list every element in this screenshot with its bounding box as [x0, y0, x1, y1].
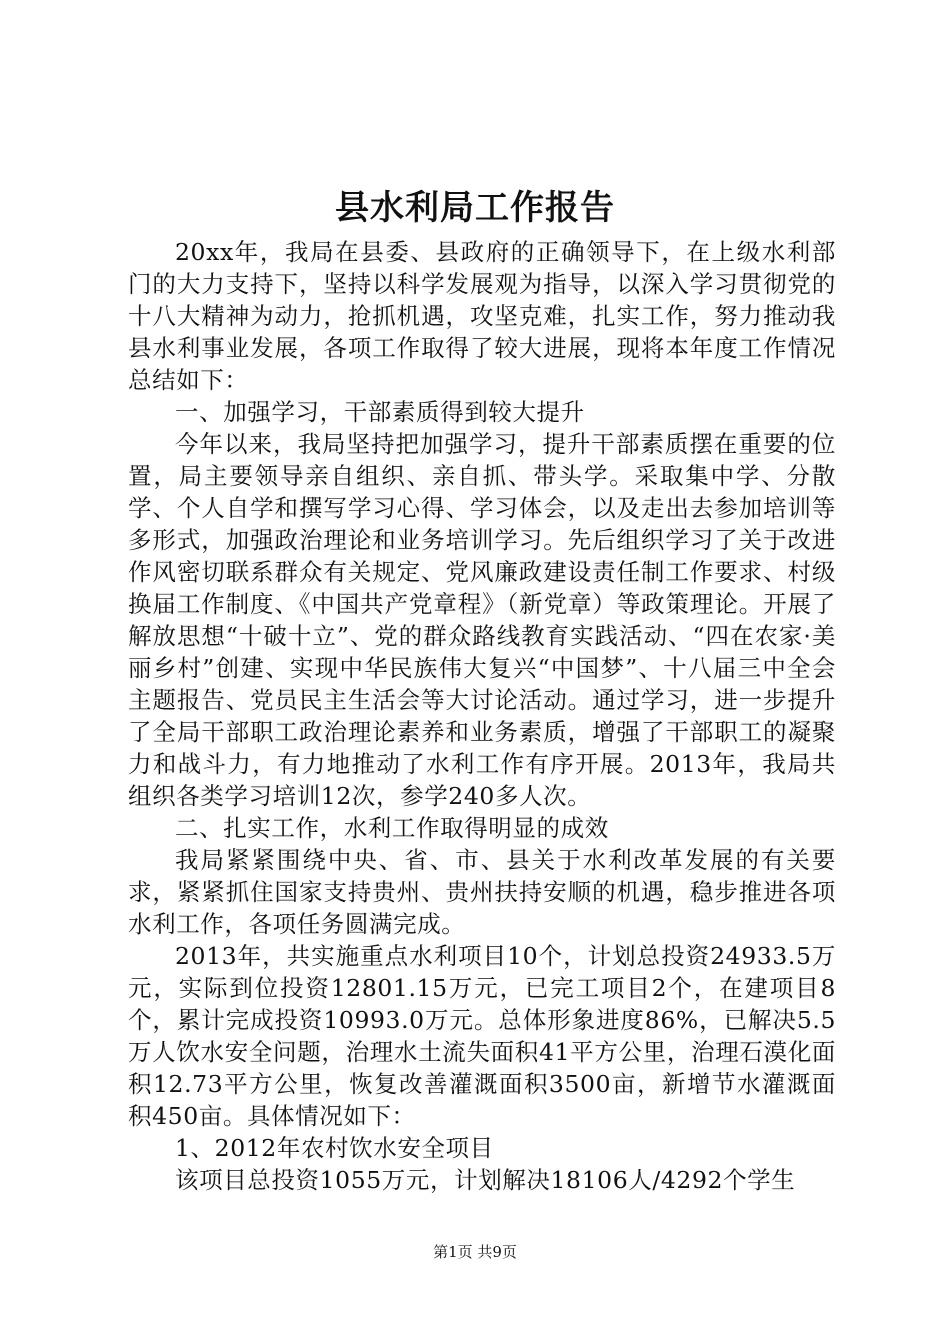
- paragraph-projects: 2013年，共实施重点水利项目10个，计划总投资24933.5万元，实际到位投资12801.15万元，已完工项目2个，在建项目8个，累计完成投资10993.0万元。总体形象进度86%，已解决5.5万人饮水安全问题，治理水土流失面积41平方公里，治理石漠化面积12.73平方公里，恢复改善灌溉面积3500亩，新增节水灌溉面积450亩。具体情况如下：: [128, 942, 836, 1130]
- document-title: 县水利局工作报告: [335, 188, 615, 228]
- subsection-heading-1: 1、2012年农村饮水安全项目: [175, 1134, 494, 1162]
- paragraph-study: 今年以来，我局坚持把加强学习，提升干部素质摆在重要的位置，局主要领导亲自组织、亲自抓、带头学。采取集中学、分散学、个人自学和撰写学习心得、学习体会，以及走出去参加培训等多形式，加强政治理论和业务培训学习。先后组织学习了关于改进作风密切联系群众有关规定、党风廉政建设责任制工作要求、村级换届工作制度、《中国共产党章程》（新党章）等政策理论。开展了解放思想“十破十立”、党的群众路线教育实践活动、“四在农家·美丽乡村”创建、实现中华民族伟大复兴“中国梦”、十八届三中全会主题报告、党员民主生活会等大讨论活动。通过学习，进一步提升了全局干部职工政治理论素养和业务素质，增强了干部职工的凝聚力和战斗力，有力地推动了水利工作有序开展。2013年，我局共组织各类学习培训12次，参学240多人次。: [128, 430, 836, 810]
- section-heading-1: 一、加强学习，干部素质得到较大提升: [175, 398, 585, 426]
- section-heading-2: 二、扎实工作，水利工作取得明显的成效: [175, 814, 609, 842]
- paragraph-work: 我局紧紧围绕中央、省、市、县关于水利改革发展的有关要求，紧紧抓住国家支持贵州、贵州扶持安顺的机遇，稳步推进各项水利工作，各项任务圆满完成。: [128, 846, 836, 938]
- document-body: [128, 236, 836, 1196]
- page-footer: 第1页 共9页: [433, 1243, 517, 1261]
- paragraph-water-project: 该项目总投资1055万元，计划解决18106人/4292个学生: [175, 1166, 796, 1194]
- paragraph-intro: 20xx年，我局在县委、县政府的正确领导下，在上级水利部门的大力支持下，坚持以科学发展观为指导，以深入学习贯彻党的十八大精神为动力，抢抓机遇，攻坚克难，扎实工作，努力推动我县水利事业发展，各项工作取得了较大进展，现将本年度工作情况总结如下：: [128, 238, 836, 394]
